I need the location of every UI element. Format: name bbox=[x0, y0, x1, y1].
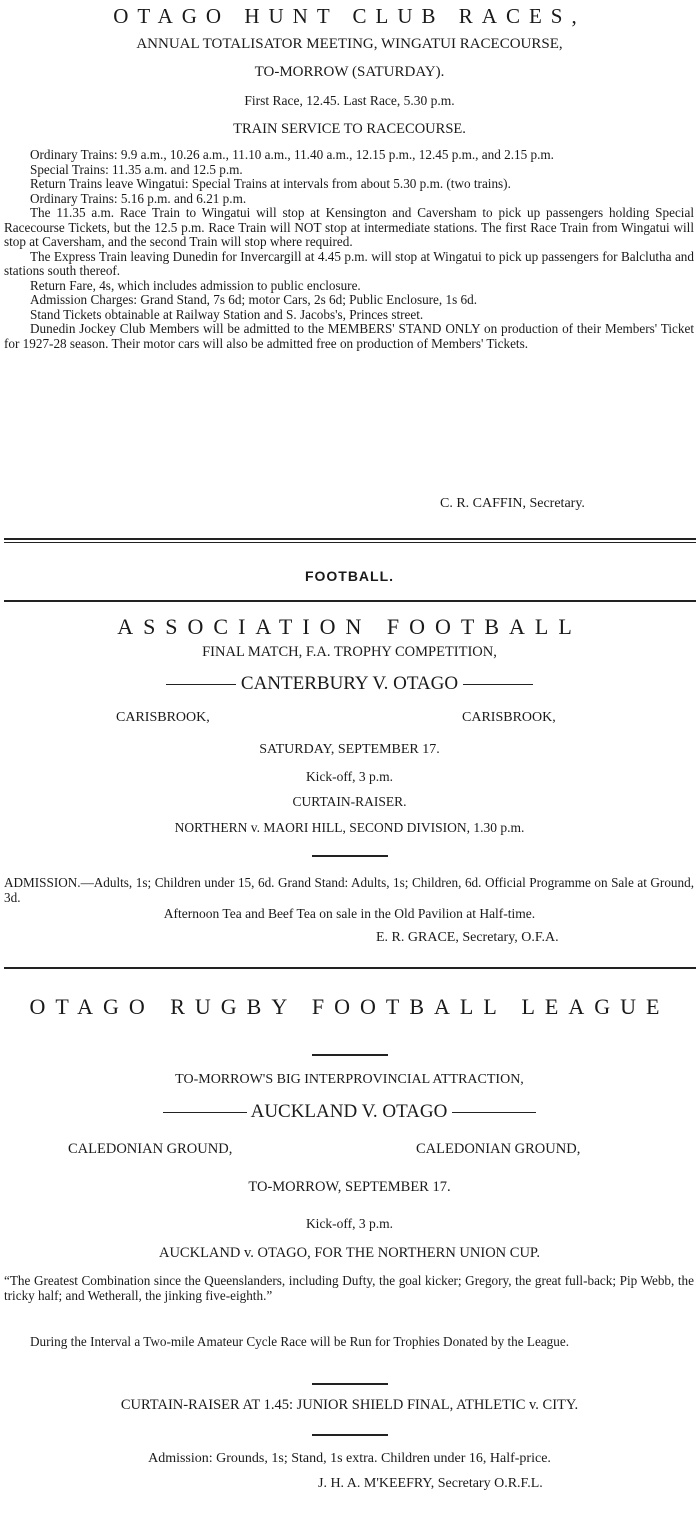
hunt-para-7: Return Fare, 4s, which includes admission to public enclosure. bbox=[30, 277, 361, 293]
hunt-para-1: Ordinary Trains: 9.9 a.m., 10.26 a.m., 11.10 a.m., 11.40 a.m., 12.15 p.m., 12.45 p.m., and 2.15 p.m. bbox=[30, 147, 554, 162]
assoc-date: SATURDAY, SEPTEMBER 17. bbox=[259, 742, 440, 757]
hunt-paragraphs bbox=[4, 148, 694, 351]
hunt-para-10: Dunedin Jockey Club Members will be admitted to the MEMBERS' STAND ONLY on production of their Members' Ticket for 1927-28 season. Their motor cars will also be admitted free on production of Members' Tickets. bbox=[4, 321, 694, 351]
rugby-curtain: CURTAIN-RAISER AT 1.45: JUNIOR SHIELD FINAL, ATHLETIC v. CITY. bbox=[120, 1397, 579, 1413]
assoc-signature: E. R. GRACE, Secretary, O.F.A. bbox=[376, 930, 559, 945]
rugby-admission: Admission: Grounds, 1s; Stand, 1s extra. Children under 16, Half-price. bbox=[148, 1451, 551, 1466]
hunt-title: OTAGO HUNT CLUB RACES, bbox=[113, 4, 586, 28]
assoc-afternoon: Afternoon Tea and Beef Tea on sale in the Old Pavilion at Half-time. bbox=[163, 906, 536, 921]
rugby-signature: J. H. A. M'KEEFRY, Secretary O.R.F.L. bbox=[318, 1476, 543, 1491]
assoc-title: ASSOCIATION FOOTBALL bbox=[117, 614, 582, 639]
assoc-match: CANTERBURY V. OTAGO bbox=[240, 673, 459, 694]
hunt-para-6: The Express Train leaving Dunedin for Invercargill at 4.45 p.m. will stop at Wingatui to pick up passengers for Balclutha and stations south thereof. bbox=[4, 248, 694, 278]
rugby-title: OTAGO RUGBY FOOTBALL LEAGUE bbox=[29, 994, 670, 1019]
rugby-kickoff: Kick-off, 3 p.m. bbox=[305, 1216, 394, 1231]
hunt-para-4: Ordinary Trains: 5.16 p.m. and 6.21 p.m. bbox=[30, 190, 247, 206]
dash-right bbox=[463, 684, 533, 685]
rugby-interval: During the Interval a Two-mile Amateur Cycle Race will be Run for Trophies Donated by the League. bbox=[30, 1334, 570, 1349]
section-divider bbox=[4, 967, 696, 969]
rugby-date: TO-MORROW, SEPTEMBER 17. bbox=[248, 1179, 451, 1195]
rugby-venue-right: CALEDONIAN GROUND, bbox=[416, 1141, 581, 1157]
hunt-para-5: The 11.35 a.m. Race Train to Wingatui will stop at Kensington and Caversham to pick up passengers holding Special Racecourse Tickets, but the 12.5 p.m. Race Train will NOT stop at intermediate stations. The first Race Train from Wingatui will stop at Caversham, and the second Train will stop where required. bbox=[4, 205, 694, 249]
section-divider bbox=[4, 600, 696, 602]
rugby-match-row bbox=[0, 1101, 699, 1123]
assoc-curtain-match: NORTHERN v. MAORI HILL, SECOND DIVISION, 1.30 p.m. bbox=[174, 820, 525, 835]
dash-right bbox=[452, 1112, 536, 1113]
assoc-subtitle: FINAL MATCH, F.A. TROPHY COMPETITION, bbox=[202, 644, 497, 660]
dash-left bbox=[166, 684, 236, 685]
football-heading: FOOTBALL. bbox=[304, 568, 395, 584]
hunt-race-times: First Race, 12.45. Last Race, 5.30 p.m. bbox=[244, 93, 455, 108]
assoc-curtain: CURTAIN-RAISER. bbox=[292, 794, 407, 809]
dash-left bbox=[163, 1112, 247, 1113]
rugby-match: AUCKLAND V. OTAGO bbox=[250, 1101, 448, 1122]
rugby-subtitle: TO-MORROW'S BIG INTERPROVINCIAL ATTRACTION, bbox=[175, 1072, 524, 1087]
assoc-match-row bbox=[0, 673, 699, 695]
assoc-admission: ADMISSION.—Adults, 1s; Children under 15, 6d. Grand Stand: Adults, 1s; Children, 6d. Official Programme on Sale at Ground, 3d. bbox=[4, 875, 694, 905]
short-rule bbox=[312, 855, 388, 857]
hunt-para-2: Special Trains: 11.35 a.m. and 12.5 p.m. bbox=[30, 161, 243, 177]
short-rule bbox=[312, 1383, 388, 1385]
hunt-para-9: Stand Tickets obtainable at Railway Station and S. Jacobs's, Princes street. bbox=[30, 306, 424, 322]
section-divider bbox=[4, 538, 696, 543]
hunt-para-3: Return Trains leave Wingatui: Special Trains at intervals from about 5.30 p.m. (two trains). bbox=[30, 176, 511, 191]
assoc-venue-right: CARISBROOK, bbox=[462, 710, 556, 725]
hunt-subtitle: ANNUAL TOTALISATOR MEETING, WINGATUI RACECOURSE, bbox=[136, 36, 563, 52]
hunt-date: TO-MORROW (SATURDAY). bbox=[254, 64, 445, 80]
hunt-signature: C. R. CAFFIN, Secretary. bbox=[440, 496, 585, 511]
rugby-venue-left: CALEDONIAN GROUND, bbox=[68, 1141, 233, 1157]
assoc-kickoff: Kick-off, 3 p.m. bbox=[305, 769, 394, 784]
hunt-para-8: Admission Charges: Grand Stand, 7s 6d; motor Cars, 2s 6d; Public Enclosure, 1s 6d. bbox=[30, 292, 478, 307]
short-rule bbox=[312, 1434, 388, 1436]
assoc-venue-left: CARISBROOK, bbox=[116, 710, 210, 725]
hunt-train-heading: TRAIN SERVICE TO RACECOURSE. bbox=[233, 121, 466, 137]
rugby-quote: “The Greatest Combination since the Queenslanders, including Dufty, the goal kicker; Gregory, the great full-back; Pip Webb, the tricky half; and Wetherall, the jinking five-eighth.” bbox=[4, 1273, 694, 1303]
short-rule bbox=[312, 1054, 388, 1056]
rugby-cup: AUCKLAND v. OTAGO, FOR THE NORTHERN UNION CUP. bbox=[158, 1245, 540, 1261]
